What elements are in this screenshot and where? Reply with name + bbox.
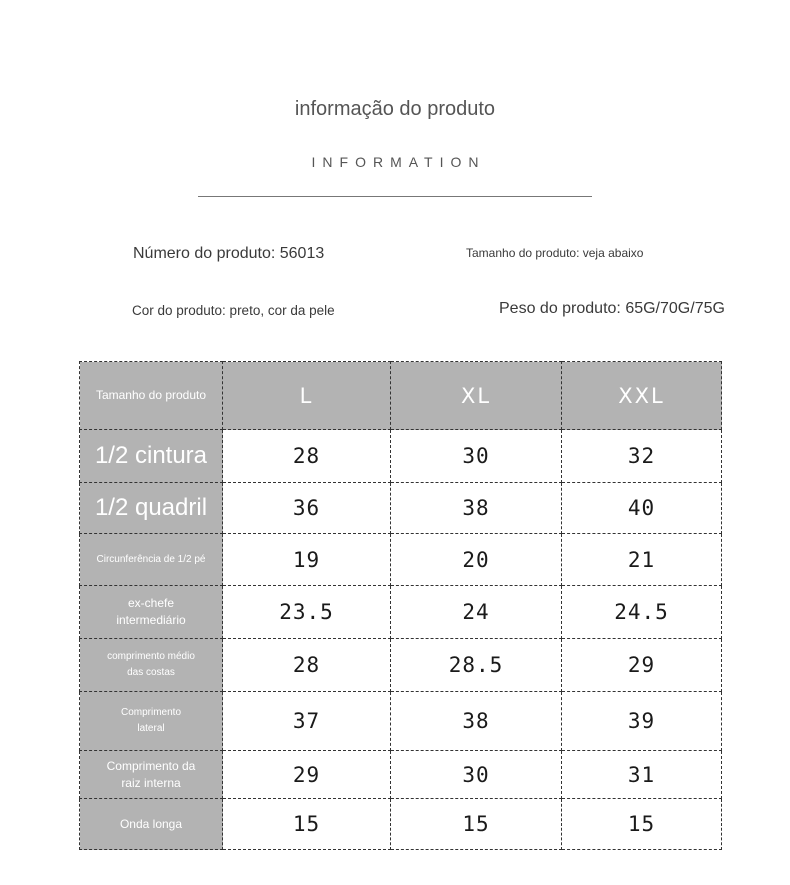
value-cell: 39 — [562, 692, 722, 751]
value-cell: 30 — [391, 430, 562, 483]
row-label: 1/2 quadril — [80, 483, 223, 534]
value-cell: 15 — [223, 799, 391, 850]
value-cell: 36 — [223, 483, 391, 534]
title-divider — [198, 196, 592, 197]
product-weight: Peso do produto: 65G/70G/75G — [499, 300, 725, 317]
value-cell: 15 — [562, 799, 722, 850]
table-row — [80, 586, 722, 639]
row-label: Onda longa — [80, 799, 223, 850]
page-subtitle: INFORMATION — [311, 154, 486, 170]
row-label — [80, 751, 223, 799]
table-header-row — [80, 362, 722, 430]
table-row — [80, 751, 722, 799]
value-cell: 19 — [223, 534, 391, 586]
table-row — [80, 430, 722, 483]
value-cell: 29 — [223, 751, 391, 799]
table-row — [80, 692, 722, 751]
value-cell: 40 — [562, 483, 722, 534]
size-header-xl: XL — [391, 362, 562, 430]
row-label-text: ex-chefe intermediário — [116, 596, 186, 627]
row-label — [80, 586, 223, 639]
value-cell: 28.5 — [391, 639, 562, 692]
header-label-cell: Tamanho do produto — [80, 362, 223, 430]
row-label — [80, 639, 223, 692]
value-cell: 24.5 — [562, 586, 722, 639]
row-label: 1/2 cintura — [80, 430, 223, 483]
table-row — [80, 799, 722, 850]
value-cell: 28 — [223, 639, 391, 692]
product-color: Cor do produto: preto, cor da pele — [132, 303, 335, 318]
value-cell: 29 — [562, 639, 722, 692]
value-cell: 15 — [391, 799, 562, 850]
size-chart-table — [79, 361, 722, 850]
size-header-l: L — [223, 362, 391, 430]
value-cell: 32 — [562, 430, 722, 483]
row-label — [80, 692, 223, 751]
value-cell: 20 — [391, 534, 562, 586]
size-header-xxl: XXL — [562, 362, 722, 430]
row-label: Circunferência de 1/2 pé — [80, 534, 223, 586]
table-row — [80, 639, 722, 692]
value-cell: 28 — [223, 430, 391, 483]
value-cell: 31 — [562, 751, 722, 799]
row-label-text: comprimento médio das costas — [107, 651, 195, 678]
value-cell: 23.5 — [223, 586, 391, 639]
table-row — [80, 483, 722, 534]
value-cell: 21 — [562, 534, 722, 586]
row-label-text: Comprimento da raiz interna — [106, 758, 196, 790]
product-number: Número do produto: 56013 — [133, 245, 325, 262]
product-size: Tamanho do produto: veja abaixo — [466, 246, 644, 260]
row-label-text: Comprimento lateral — [120, 707, 182, 734]
page-title: informação do produto — [294, 98, 496, 120]
value-cell: 38 — [391, 483, 562, 534]
value-cell: 37 — [223, 692, 391, 751]
value-cell: 24 — [391, 586, 562, 639]
value-cell: 30 — [391, 751, 562, 799]
value-cell: 38 — [391, 692, 562, 751]
table-row — [80, 534, 722, 586]
